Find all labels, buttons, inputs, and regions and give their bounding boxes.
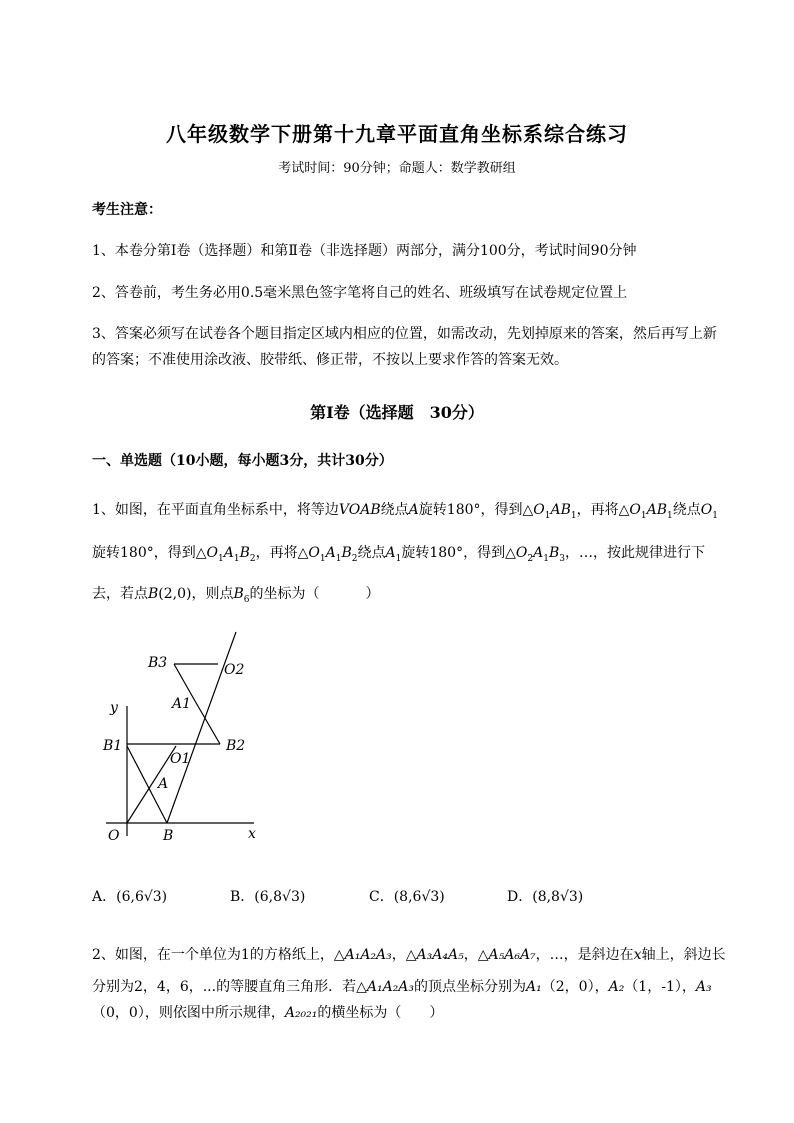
notice-heading: 考生注意：: [92, 202, 162, 218]
label-a: A: [158, 776, 169, 792]
q1-line-2: 旋转180°，得到$\triangle O_1A_1B_2$，再将$\triangle O_1A_1B_2$绕点$A_1$旋转180°，得到$\triangle O_2A_1B_3$，…，按此规律进行下: [92, 545, 705, 564]
notice-item-2: 2、答卷前，考生务必用0.5毫米黑色签字笔将自己的姓名、班级填写在试卷规定位置上: [92, 285, 628, 301]
page-title: 八年级数学下册第十九章平面直角坐标系综合练习: [166, 122, 628, 146]
line-a1-b2: [195, 701, 220, 744]
label-o: O: [108, 828, 120, 844]
q2-line-2: 分别为2，4，6，...的等腰直角三角形．若△A₁A₂A₃的顶点坐标分别为A₁（2，0），A₂（1，-1），A₃: [92, 979, 712, 995]
notice-item-1: 1、本卷分第I卷（选择题）和第Ⅱ卷（非选择题）两部分，满分100分，考试时间90分钟: [92, 243, 637, 259]
label-b3: B3: [148, 655, 168, 671]
q1-figure: [96, 626, 276, 856]
line-o-o1: [127, 746, 176, 823]
label-b1: B1: [103, 738, 123, 754]
q1-line-3: 去，若点B(2,0)，则点$B_6$的坐标为（ ）: [92, 586, 380, 605]
label-a1: A1: [172, 696, 192, 712]
label-b2: B2: [226, 738, 246, 754]
label-o1: O1: [170, 751, 191, 767]
exam-info: 考试时间：90分钟；命题人：数学教研组: [278, 161, 516, 176]
part-heading: 一、单选题（10小题，每小题3分，共计30分）: [92, 453, 393, 469]
option-b[interactable]: B．(6,8√3): [230, 889, 306, 905]
q1-line-1: 1、如图，在平面直角坐标系中，将等边VOAB绕点A旋转180°，得到$\triangle O_1AB_1$，再将$\triangle O_1AB_1$绕点$O_1$: [92, 502, 718, 521]
notice-item-3-line-2: 的答案；不准使用涂改液、胶带纸、修正带，不按以上要求作答的答案无效。: [92, 352, 568, 368]
option-a[interactable]: A．(6,6√3): [92, 889, 168, 905]
label-o2: O2: [224, 662, 245, 678]
section-title: 第I卷（选择题 30分）: [310, 403, 484, 422]
q2-line-1: 2、如图，在一个单位为1的方格纸上，△A₁A₂A₃，△A₃A₄A₅，△A₅A₆A₇，…，是斜边在x轴上，斜边长: [92, 947, 726, 963]
label-y: y: [110, 700, 118, 716]
notice-item-3-line-1: 3、答案必须写在试卷各个题目指定区域内相应的位置，如需改动，先划掉原来的答案，然后再写上新: [92, 326, 717, 342]
label-b: B: [163, 828, 174, 844]
line-b-a1: [167, 632, 236, 823]
option-c[interactable]: C．(8,6√3): [369, 889, 445, 905]
option-d[interactable]: D．(8,8√3): [507, 889, 584, 905]
q2-line-3: （0，0），则依图中所示规律，A₂₀₂₁的横坐标为（ ）: [92, 1005, 444, 1021]
label-x: x: [248, 826, 256, 842]
